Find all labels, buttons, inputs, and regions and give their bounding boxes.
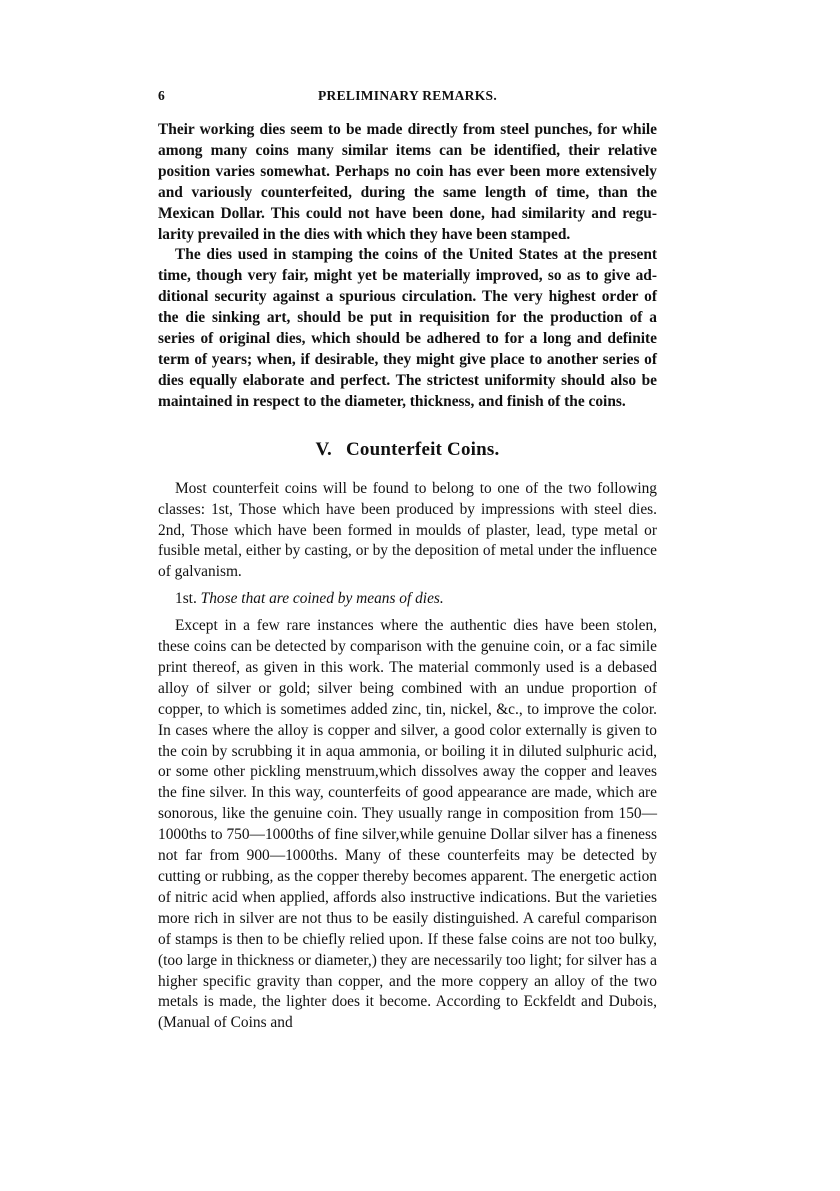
section-heading: [158, 439, 657, 461]
page-number: 6: [158, 88, 166, 103]
subhead-label: 1st.: [175, 590, 197, 608]
text-column: [158, 88, 657, 1034]
paragraph-dies-punches: Their working dies seem to be made directly from steel punches, for while among many coins many similar items can be identified, their relative position varies somewhat. Perhaps no coin has ever been more extensively and variously counterfeited, during the same length of time, than the Mexican Dollar. This could not have been done, had similarity and regularity prevailed in the dies with which they have been stamped.: [158, 121, 657, 243]
section-number: V.: [315, 438, 332, 460]
subhead: [158, 589, 657, 610]
paragraph-counterfeit-classes: Most counterfeit coins will be found to belong to one of the two following classes: 1st, Those which have been produced by impressions with steel dies. 2nd, Those which have been formed in moulds of plaster, lead, type metal or fusible metal, either by casting, or by the deposition of metal under the influence of galvanism.: [158, 479, 657, 581]
section-title: Counterfeit Coins.: [345, 438, 500, 460]
subhead-text: Those that are coined by means of dies.: [200, 590, 444, 608]
paragraph-us-dies: The dies used in stamping the coins of the United States at the present time, though very fair, might yet be materially improved, so as to give additional security against a spurious circulation. The very highest order of the die sinking art, should be put in requisition for the production of a series of original dies, which should be adhered to for a long and definite term of years; when, if desirable, they might give place to another series of dies equally elaborate and perfect. The strictest uniformity should also be maintained in respect to the diameter, thickness, and finish of the coins.: [158, 246, 657, 410]
running-head: [158, 88, 657, 110]
running-head-title: PRELIMINARY REMARKS.: [317, 88, 498, 103]
paragraph-detection: Except in a few rare instances where the authentic dies have been stolen, these coins can be detected by comparison with the genuine coin, or a fac simile print thereof, as given in this work. The material commonly used is a debased alloy of silver or gold; silver being combined with an undue proportion of copper, to which is sometimes added zinc, tin, nickel, &c., to improve the color. In cases where the alloy is copper and silver, a good color externally is given to the coin by scrubbing it in aqua ammonia, or boiling it in diluted sulphuric acid, or some other pickling menstruum,which dissolves away the copper and leaves the fine silver. In this way, counterfeits of good appearance are made, which are sonorous, like the genuine coin. They usually range in composition from 150—1000ths to 750—1000ths of fine silver,while genuine Dollar silver has a fineness not far from 900—1000ths. Many of these counterfeits may be detected by cutting or rubbing, as the copper thereby becomes apparent. The energetic action of nitric acid when applied, affords also instructive indications. But the varieties more rich in silver are not thus to be easily distinguished. A careful comparison of stamps is then to be chiefly relied upon. If these false coins are not too bulky, (too large in thickness or diameter,) they are necessarily too light; for silver has a higher specific gravity than copper, and the more coppery an alloy of the two metals is made, the lighter does it become. According to Eckfeldt and Dubois, (Manual of Coins and: [158, 617, 657, 1032]
